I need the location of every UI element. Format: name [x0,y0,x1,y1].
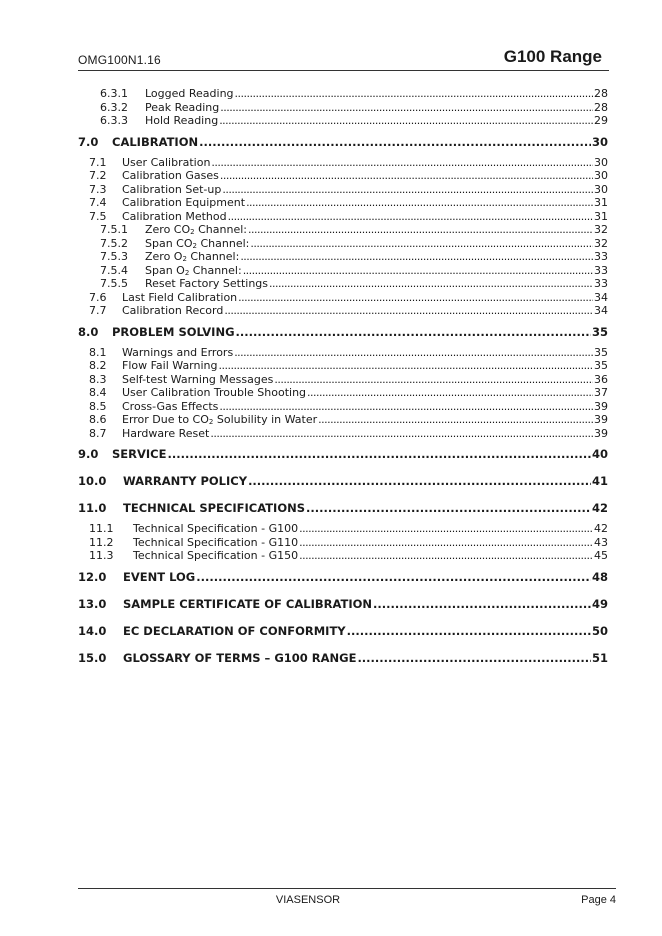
toc-page: 41 [591,474,608,488]
toc-title: Span $O_2$ Channel: [145,263,242,277]
toc-number: 8.1 [89,345,107,359]
toc-title: EC DECLARATION OF CONFORMITY [123,623,346,638]
toc-title: Technical Specification - G110 [133,535,299,549]
range-title: G100 Range [503,47,602,66]
toc-entry-8-4[interactable] [78,386,608,400]
toc-page: 40 [591,447,608,461]
dot-leader [199,134,591,150]
toc-number: 13.0 [78,596,107,611]
dot-leader [236,324,591,340]
dot-leader [299,536,593,550]
toc-page: 33 [594,263,608,277]
toc-number: 7.5.1 [100,223,128,236]
dot-leader [250,237,593,251]
toc-page: 30 [594,169,608,182]
toc-page: 42 [594,522,608,535]
toc-number: 7.4 [89,196,107,209]
toc-title: TECHNICAL SPECIFICATIONS [123,501,306,515]
toc-title: Error Due to $CO_2$ Solubility in Water [122,413,318,426]
toc-entry-8-7[interactable] [78,427,608,441]
dot-leader [373,596,591,612]
dot-leader [248,223,593,237]
toc-page: 39 [594,399,608,413]
toc-entry-13-0[interactable] [78,596,608,612]
toc-number: 7.5.5 [100,277,128,290]
toc-page: 50 [591,623,608,638]
toc-title: Self-test Warning Messages [122,372,274,386]
toc-page: 32 [594,236,608,250]
toc-page: 35 [594,359,608,372]
toc-page: 43 [594,535,608,549]
toc-entry-7-0[interactable] [78,134,608,150]
toc-title: CALIBRATION [112,134,199,149]
toc-number: 11.0 [78,501,107,515]
toc-page: 36 [594,372,608,386]
dot-leader [269,277,593,291]
toc-entry-6-3-2[interactable] [78,101,608,115]
page-header [78,44,609,71]
toc-title: Calibration Set-up [122,182,222,196]
table-of-contents [78,87,608,666]
toc-entry-7-2[interactable] [78,169,608,183]
toc-page: 48 [591,569,608,584]
dot-leader [219,359,594,373]
toc-entry-11-3[interactable] [78,549,608,563]
dot-leader [220,101,593,115]
toc-page: 29 [594,114,608,127]
toc-entry-11-0[interactable] [78,500,608,516]
toc-title: Technical Specification - G150 [133,549,299,562]
toc-page: 32 [594,223,608,236]
toc-entry-10-0[interactable] [78,473,608,489]
toc-title: Calibration Record [122,304,224,317]
dot-leader [196,569,591,585]
toc-number: 7.5.4 [100,263,128,277]
toc-entry-9-0[interactable] [78,446,608,462]
toc-page: 28 [594,100,608,114]
dot-leader [240,250,593,264]
toc-page: 33 [594,277,608,290]
toc-number: 7.2 [89,169,107,182]
toc-title: Zero $CO_2$ Channel: [145,223,247,236]
toc-entry-6-3-3[interactable] [78,114,608,128]
toc-page: 42 [591,501,608,515]
dot-leader [318,413,593,427]
toc-title: Last Field Calibration [122,290,238,304]
toc-title: Calibration Gases [122,169,219,182]
toc-number: 8.2 [89,359,107,372]
toc-entry-7-6[interactable] [78,291,608,305]
toc-title: Peak Reading [145,100,220,114]
toc-number: 8.3 [89,372,107,386]
toc-page: 30 [591,134,608,149]
toc-number: 8.0 [78,324,99,339]
toc-title: User Calibration [122,155,211,169]
toc-page: 31 [594,209,608,223]
dot-leader [211,156,593,170]
toc-title: Hold Reading [145,114,219,127]
toc-title: EVENT LOG [123,569,196,584]
toc-entry-7-4[interactable] [78,196,608,210]
toc-entry-8-3[interactable] [78,373,608,387]
toc-title: User Calibration Trouble Shooting [122,386,307,399]
toc-page: 45 [594,549,608,562]
toc-page: 33 [594,250,608,263]
page-number: Page 4 [581,894,616,906]
dot-leader [234,346,593,360]
toc-page: 39 [594,413,608,426]
toc-number: 7.3 [89,182,107,196]
toc-number: 7.0 [78,134,99,149]
dot-leader [243,264,593,278]
toc-title: PROBLEM SOLVING [112,324,235,339]
toc-title: Warnings and Errors [122,345,234,359]
toc-entry-8-6[interactable] [78,413,608,427]
dot-leader [246,196,593,210]
toc-page: 37 [594,386,608,399]
toc-number: 6.3.2 [100,100,128,114]
toc-entry-15-0[interactable] [78,650,608,666]
dot-leader [220,169,593,183]
toc-number: 7.6 [89,290,107,304]
toc-number: 8.7 [89,426,107,440]
toc-entry-8-2[interactable] [78,359,608,373]
toc-number: 9.0 [78,447,99,461]
toc-entry-6-3-1[interactable] [78,87,608,101]
dot-leader [219,114,593,128]
dot-leader [210,427,593,441]
company-name: VIASENSOR [275,894,341,906]
toc-page: 51 [591,650,608,665]
toc-number: 7.1 [89,155,107,169]
toc-entry-8-5[interactable] [78,400,608,414]
toc-number: 7.5 [89,209,107,223]
toc-number: 8.5 [89,399,107,413]
toc-number: 6.3.3 [100,114,128,127]
toc-number: 11.2 [89,535,114,549]
toc-number: 6.3.1 [100,87,128,100]
toc-entry-7-5-1[interactable] [78,223,608,237]
toc-entry-14-0[interactable] [78,623,608,639]
dot-leader [299,549,593,563]
toc-page: 30 [594,155,608,169]
toc-page: 34 [594,290,608,304]
toc-title: Logged Reading [145,87,234,100]
toc-page: 39 [594,426,608,440]
dot-leader [248,473,591,489]
toc-entry-7-7[interactable] [78,304,608,318]
toc-title: GLOSSARY OF TERMS – G100 RANGE [123,650,357,665]
dot-leader [167,446,591,462]
toc-entry-7-5[interactable] [78,210,608,224]
toc-title: Technical Specification - G100 [133,522,299,535]
toc-page: 34 [594,304,608,317]
toc-number: 11.3 [89,549,114,562]
toc-number: 7.7 [89,304,107,317]
toc-page: 35 [591,324,608,339]
dot-leader [238,291,593,305]
toc-title: Flow Fail Warning [122,359,218,372]
toc-title: Reset Factory Settings [145,277,269,290]
toc-number: 10.0 [78,474,107,488]
dot-leader [307,386,593,400]
dot-leader [357,650,591,666]
toc-number: 8.6 [89,413,107,426]
toc-title: WARRANTY POLICY [123,474,248,488]
dot-leader [228,210,593,224]
dot-leader [347,623,591,639]
toc-number: 14.0 [78,623,107,638]
toc-entry-7-5-5[interactable] [78,277,608,291]
toc-number: 12.0 [78,569,107,584]
toc-title: SAMPLE CERTIFICATE OF CALIBRATION [123,596,373,611]
toc-entry-11-1[interactable] [78,522,608,536]
dot-leader [274,373,593,387]
toc-page: 31 [594,196,608,209]
toc-page: 49 [591,596,608,611]
dot-leader [219,400,593,414]
toc-title: Cross-Gas Effects [122,399,219,413]
toc-entry-11-2[interactable] [78,536,608,550]
page-footer [78,888,616,919]
toc-number: 11.1 [89,522,114,535]
dot-leader [299,522,593,536]
toc-entry-7-1[interactable] [78,156,608,170]
toc-title: Calibration Method [122,209,227,223]
toc-page: 35 [594,345,608,359]
toc-entry-7-5-2[interactable] [78,237,608,251]
toc-entry-8-0[interactable] [78,324,608,340]
toc-entry-7-5-3[interactable] [78,250,608,264]
toc-title: Calibration Equipment [122,196,246,209]
toc-title: Zero $O_2$ Channel: [145,250,240,263]
toc-title: SERVICE [112,447,167,461]
dot-leader [224,304,593,318]
toc-entry-7-3[interactable] [78,183,608,197]
toc-entry-7-5-4[interactable] [78,264,608,278]
toc-number: 7.5.2 [100,236,128,250]
toc-number: 8.4 [89,386,107,399]
toc-page: 30 [594,182,608,196]
toc-title: Hardware Reset [122,426,210,440]
toc-number: 15.0 [78,650,107,665]
dot-leader [222,183,593,197]
dot-leader [306,500,591,516]
toc-number: 7.5.3 [100,250,128,263]
toc-title: Span $CO_2$ Channel: [145,236,250,250]
dot-leader [235,87,593,101]
toc-entry-12-0[interactable] [78,569,608,585]
toc-page: 28 [594,87,608,100]
toc-entry-8-1[interactable] [78,346,608,360]
document-id: OMG100N1.16 [78,53,161,67]
